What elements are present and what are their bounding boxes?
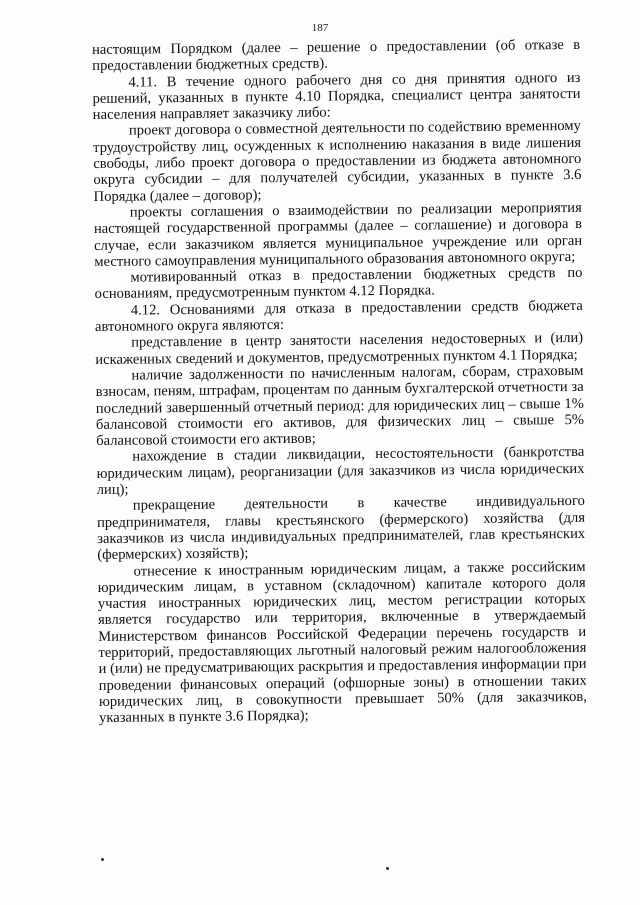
paragraph-termination: прекращение деятельности в качестве индивидуального предпринимателя, главы крестьянского (фермерского) хозяйства (для заказчиков из числа индивидуальных предпринимателей, глав крестьянских (фермерских) хозяйств); bbox=[96, 493, 586, 564]
paragraph-foreign-entities: отнесение к иностранным юридическим лицам, а также российским юридическим лицам, в уставном (складочном) капитале которого доля участия иностранных юридических лиц, местом регистрации которых является государство или территория, включенные в утверждаемый Министерством финансов Российской Федерации перечень государств и территорий, предоставляющих льготный налоговый режим налогообложения и (или) не предусматривающих раскрытия и предоставления информации при проведении финансовых операций (офшорные зоны) в отношении таких юридических лиц, в совокупности превышает 50% (для заказчиков, указанных в пункте 3.6 Порядка); bbox=[97, 558, 587, 727]
paragraph-false-information: представление в центр занятости населения недостоверных и (или) искаженных сведений и документов, предусмотренных пунктом 4.1 Порядка; bbox=[95, 330, 584, 368]
scan-speck bbox=[386, 867, 389, 870]
scan-speck bbox=[101, 858, 104, 861]
document-body bbox=[92, 37, 587, 727]
paragraph-4-11: 4.11. В течение одного рабочего дня со дня принятия одного из решений, указанных в пункте 4.10 Порядка, специалист центра занятости населения направляет заказчику либо: bbox=[92, 69, 581, 124]
paragraph-draft-contract: проект договора о совместной деятельности по содействию временному трудоустройству лиц, осужденных к исполнению наказания в виде лишения свободы, либо проект договора о предоставлении из бюджета автономного округа субсидии – для получателей субсидии, указанных в пункте 3.6 Порядка (далее – договор); bbox=[93, 118, 582, 205]
paragraph-liquidation: нахождение в стадии ликвидации, несостоятельности (банкротства юридическим лицам), реорганизации (для заказчиков из числа юридических лиц); bbox=[96, 444, 585, 498]
paragraph-motivated-refusal: мотивированный отказ в предоставлении бюджетных средств по основаниям, предусмотренным пунктом 4.12 Порядка. bbox=[94, 265, 583, 303]
paragraph-tax-debt: наличие задолженности по начисленным налогам, сборам, страховым взносам, пеням, штрафам, процентам по данным бухгалтерской отчетности за последний завершенный отчетный период: для юридических лиц – свыше 1% балансовой стоимости его активов, для физических лиц – свыше 5% балансовой стоимости его активов; bbox=[95, 362, 585, 450]
paragraph-draft-agreement: проекты соглашения о взаимодействии по реализации мероприятия настоящей государственной программы (далее – соглашение) и договора в случае, если заказчиком является муниципальное учреждение или орган местного самоуправления муниципального образования автономного округа; bbox=[93, 199, 583, 270]
paragraph-continuation: настоящим Порядком (далее – решение о предоставлении (об отказе в предоставлении бюджетных средств). bbox=[92, 36, 581, 75]
paragraph-4-12: 4.12. Основаниями для отказа в предоставлении средств бюджета автономного округа являются: bbox=[94, 297, 583, 336]
page-number: 187 bbox=[311, 22, 329, 34]
